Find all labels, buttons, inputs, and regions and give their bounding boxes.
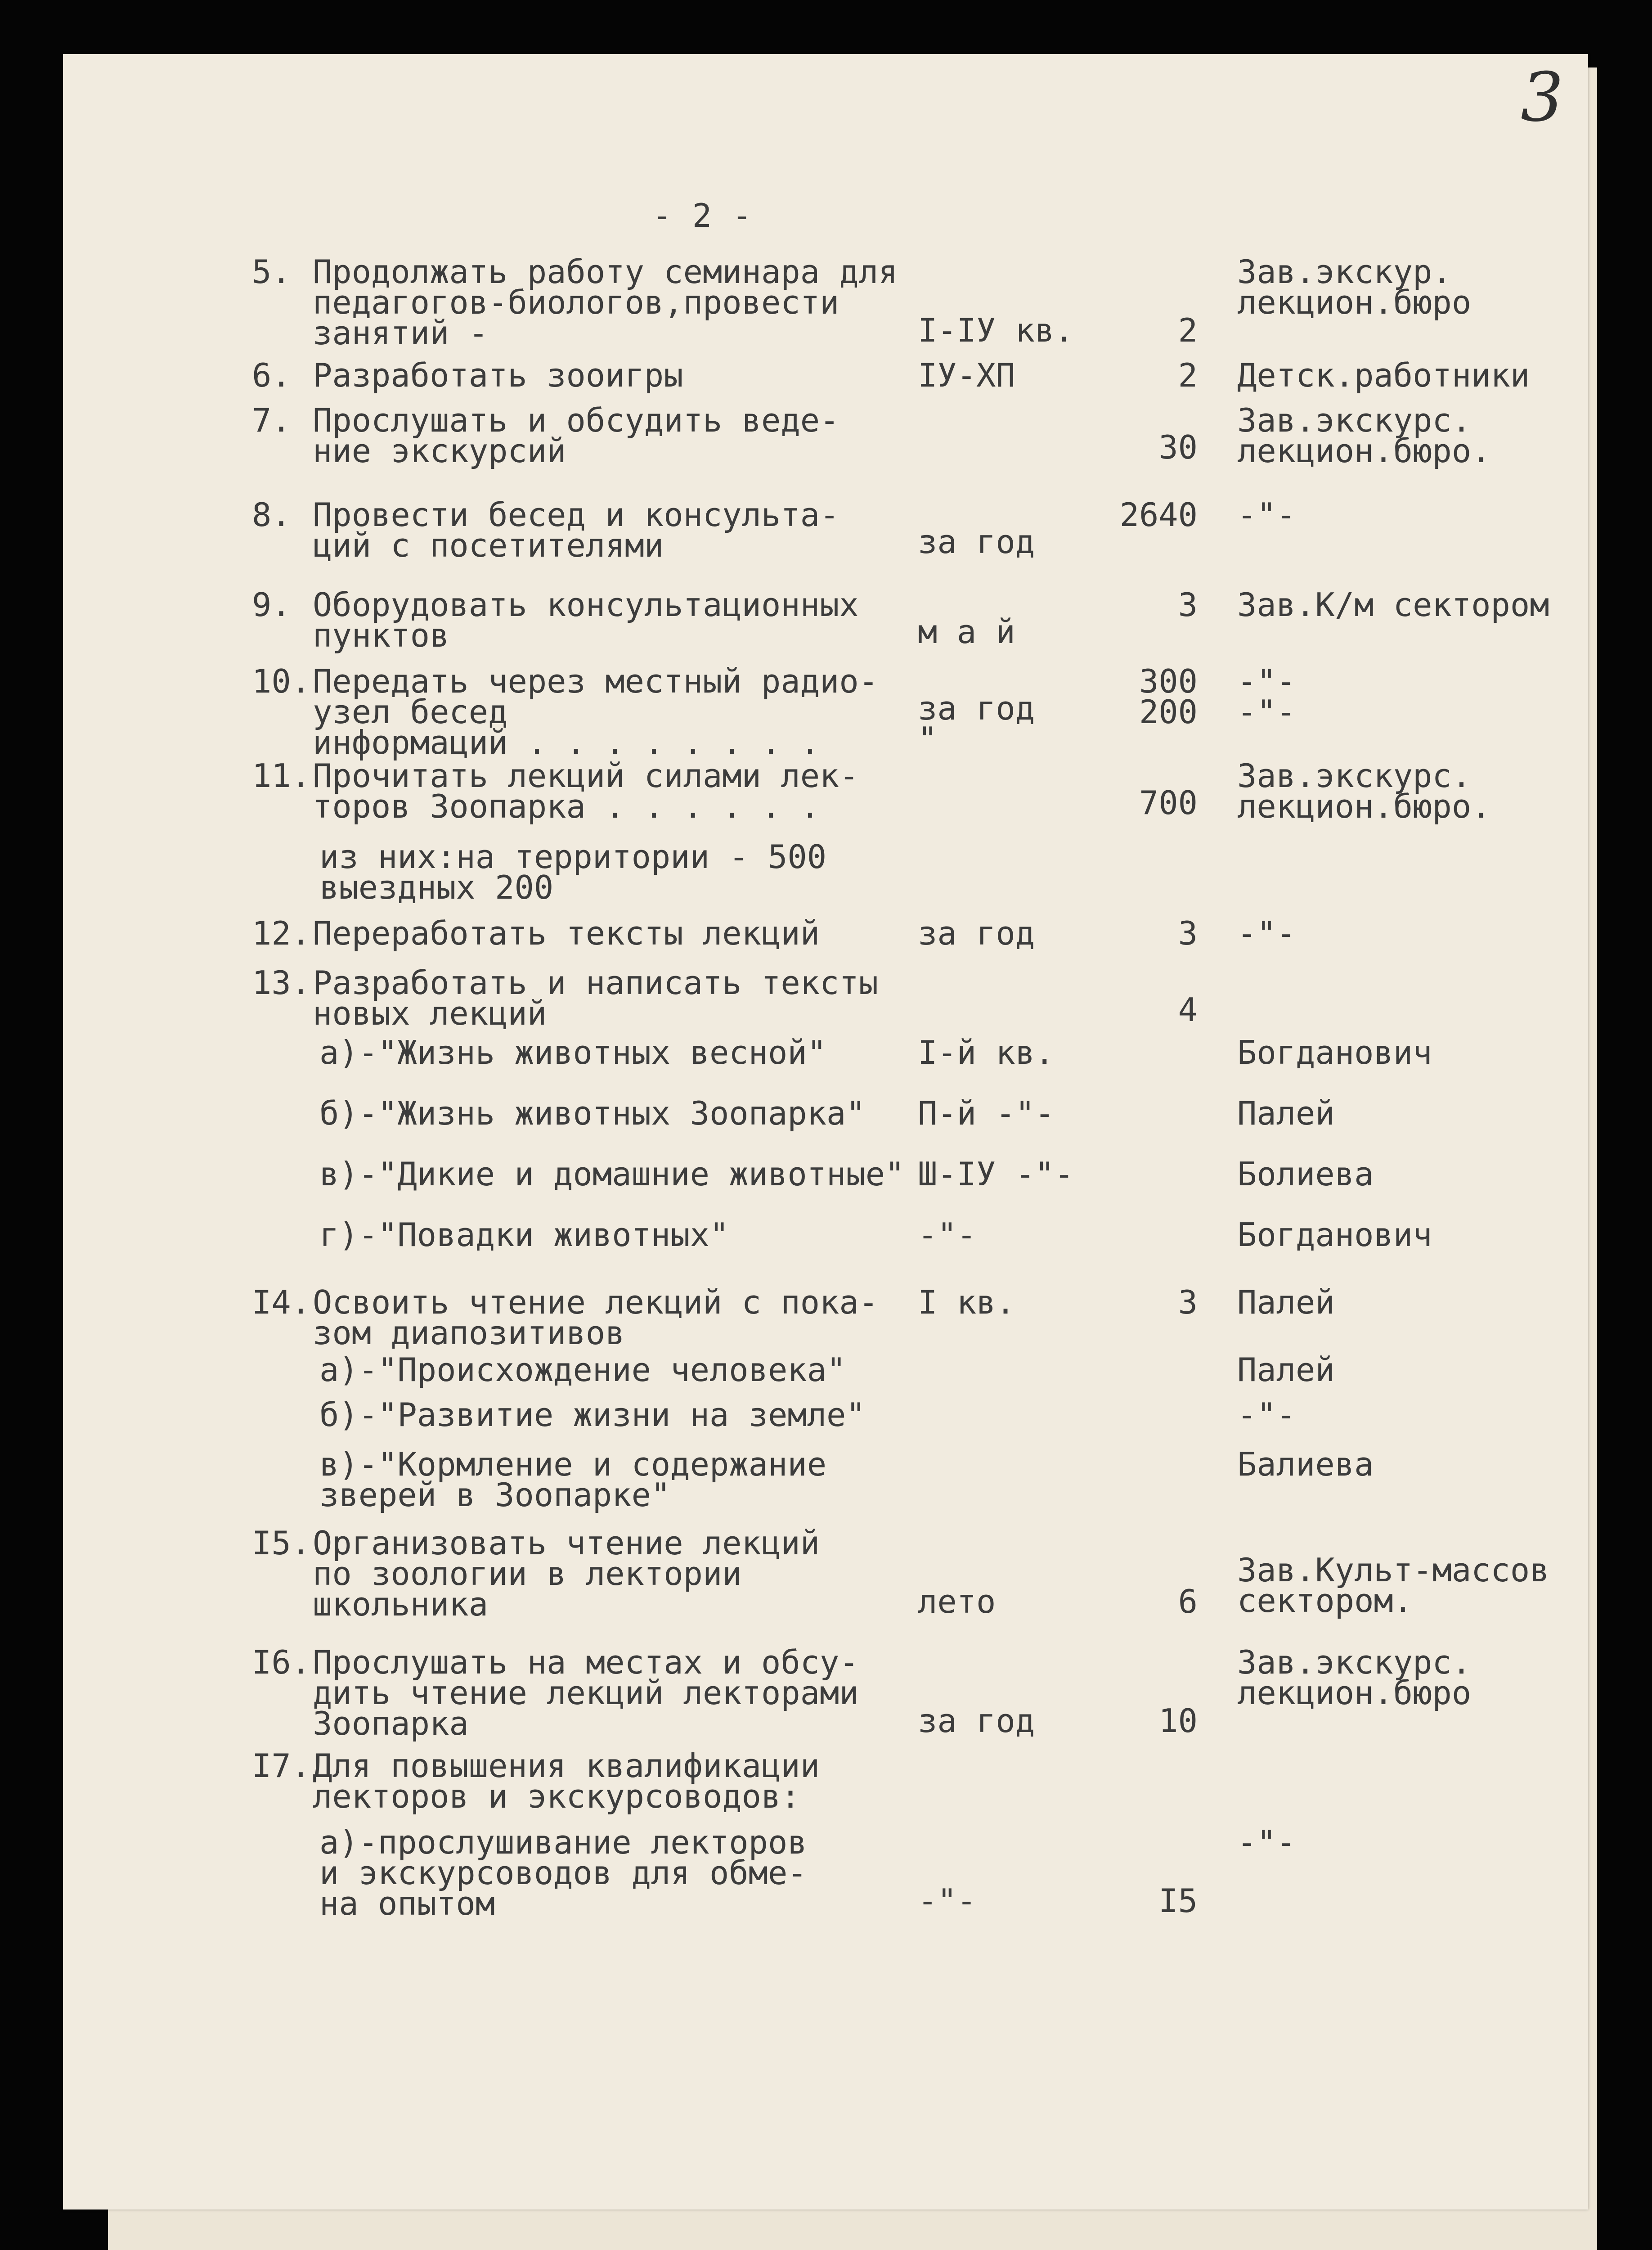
quantity-cell: 2640 [1119, 496, 1198, 534]
item-number: 12. [252, 914, 311, 952]
quantity-cell: 700 [1139, 784, 1198, 822]
responsible-cell: Богданович [1237, 1216, 1432, 1254]
task-text: Продолжать работу семинара для педагогов-биологов,провести занятий - [313, 253, 898, 352]
task-text: Освоить чтение лекций с пока- зом диапозитивов [313, 1283, 879, 1352]
item-number: 11. [252, 757, 311, 795]
item-number: I5. [252, 1524, 311, 1562]
responsible-cell: -"- [1237, 1823, 1296, 1861]
page-number: - 2 - [652, 197, 752, 234]
task-text: а)-прослушивание лекторов и экскурсоводов для обме- на опытом [319, 1823, 807, 1922]
quantity-cell: 3 [1178, 586, 1198, 624]
responsible-cell: Зав.экскур. лекцион.бюро [1237, 253, 1472, 321]
item-number: 6. [252, 356, 291, 394]
item-number: I4. [252, 1283, 311, 1321]
responsible-cell: -"- -"- [1237, 662, 1296, 731]
term-cell: -"- [918, 1882, 977, 1920]
term-cell: за год [918, 1702, 1035, 1740]
responsible-cell: Палей [1237, 1351, 1335, 1389]
term-cell: IУ-XП [918, 356, 1015, 394]
term-cell: лето [918, 1583, 996, 1620]
quantity-cell: I5 [1158, 1882, 1198, 1920]
responsible-cell: -"- [1237, 914, 1296, 952]
task-text: б)-"Развитие жизни на земле" [319, 1396, 866, 1434]
sheet-number-handwritten: 3 [1521, 58, 1564, 137]
responsible-cell: -"- [1237, 1396, 1296, 1434]
item-number: 7. [252, 401, 291, 439]
term-cell: I кв. [918, 1283, 1015, 1321]
task-text: а)-"Жизнь животных весной" [319, 1034, 827, 1071]
responsible-cell: Палей [1237, 1094, 1335, 1132]
item-number: 13. [252, 964, 311, 1002]
quantity-cell: 2 [1178, 311, 1198, 349]
item-number: 8. [252, 496, 291, 534]
quantity-cell: 10 [1158, 1702, 1198, 1740]
term-cell: за год [918, 914, 1035, 952]
task-text: Прослушать на местах и обсу- дить чтение лекций лекторами Зоопарка [313, 1643, 859, 1742]
task-text: Разработать зооигры [313, 356, 683, 394]
item-number: 9. [252, 586, 291, 624]
item-number: I6. [252, 1643, 311, 1681]
term-cell: I-й кв. [918, 1034, 1055, 1071]
responsible-cell: Балиева [1237, 1445, 1374, 1483]
item-number: 10. [252, 662, 311, 700]
task-text: Прослушать и обсудить веде- ние экскурсий [313, 401, 839, 470]
task-text: Организовать чтение лекций по зоологии в лектории школьника [313, 1524, 820, 1623]
quantity-cell: 4 [1178, 991, 1198, 1029]
quantity-cell: 6 [1178, 1583, 1198, 1620]
task-text: Провести бесед и консульта- ций с посетителями [313, 496, 839, 564]
responsible-cell: -"- [1237, 496, 1296, 534]
task-text: б)-"Жизнь животных Зоопарка" [319, 1094, 866, 1132]
quantity-cell: 300 200 [1139, 662, 1198, 731]
task-text: а)-"Происхождение человека" [319, 1351, 846, 1389]
quantity-cell: 30 [1158, 428, 1198, 466]
quantity-cell: 3 [1178, 914, 1198, 952]
term-cell: П-й -"- [918, 1094, 1055, 1132]
term-cell: Ш-IУ -"- [918, 1155, 1074, 1193]
item-number: I7. [252, 1747, 311, 1785]
responsible-cell: Зав.Культ-массов сектором. [1237, 1551, 1549, 1620]
term-cell: I-IУ кв. [918, 311, 1074, 349]
task-text: г)-"Повадки животных" [319, 1216, 729, 1254]
task-text: в)-"Кормление и содержание зверей в Зоопарке" [319, 1445, 827, 1514]
responsible-cell: Палей [1237, 1283, 1335, 1321]
task-text: Передать через местный радио- узел бесед информаций . . . . . . . . [313, 662, 879, 761]
task-text: Разработать и написать тексты новых лекций [313, 964, 879, 1032]
task-text: Прочитать лекций силами лек- торов Зоопарка . . . . . . [313, 757, 859, 825]
responsible-cell: Зав.экскурс. лекцион.бюро. [1237, 401, 1491, 470]
term-cell: за год [918, 523, 1035, 561]
responsible-cell: Зав.К/м сектором [1237, 586, 1549, 624]
responsible-cell: Болиева [1237, 1155, 1374, 1193]
task-text: Для повышения квалификации лекторов и экскурсоводов: [313, 1747, 820, 1815]
quantity-cell: 2 [1178, 356, 1198, 394]
task-text: Оборудовать консультационных пунктов [313, 586, 859, 654]
item-number: 5. [252, 253, 291, 291]
responsible-cell: Детск.работники [1237, 356, 1530, 394]
task-text: из них:на территории - 500 выездных 200 [319, 838, 827, 906]
task-text: Переработать тексты лекций [313, 914, 820, 952]
term-cell: м а й [918, 613, 1015, 651]
responsible-cell: Зав.экскурс. лекцион.бюро [1237, 1643, 1472, 1712]
responsible-cell: Богданович [1237, 1034, 1432, 1071]
term-cell: за год " [918, 689, 1035, 758]
task-text: в)-"Дикие и домашние животные" [319, 1155, 905, 1193]
term-cell: -"- [918, 1216, 977, 1254]
quantity-cell: 3 [1178, 1283, 1198, 1321]
responsible-cell: Зав.экскурс. лекцион.бюро. [1237, 757, 1491, 825]
